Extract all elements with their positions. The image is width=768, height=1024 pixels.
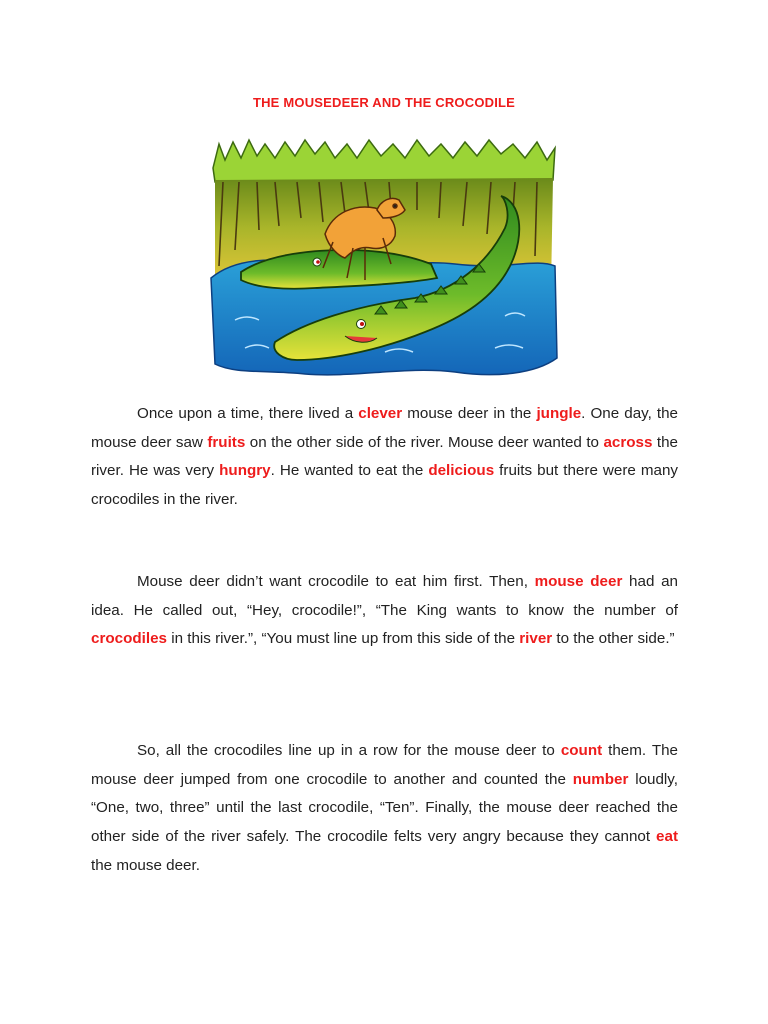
keyword: river bbox=[519, 630, 553, 648]
story-paragraph-2 bbox=[91, 568, 678, 654]
grass-top bbox=[213, 140, 555, 182]
story-text: mouse deer in the bbox=[402, 405, 537, 422]
mousedeer-crocodile-illustration bbox=[205, 138, 560, 378]
story-text: So, all the crocodiles line up in a row for the mouse deer to bbox=[137, 742, 561, 759]
story-text: loudly, “One, two, three” until the last crocodile, “Ten”. Finally, the mouse deer reached the other side of the river safely. The crocodile felts very angry because they cannot bbox=[91, 770, 678, 846]
story-paragraph-1 bbox=[91, 400, 678, 515]
story-text: Once upon a time, there lived a bbox=[137, 405, 359, 422]
story-text: . He wanted to eat the bbox=[270, 462, 429, 480]
story-text: to the other side.” bbox=[552, 630, 675, 648]
keyword: fruits bbox=[207, 433, 246, 451]
keyword: clever bbox=[358, 405, 403, 422]
story-text: Mouse deer didn’t want crocodile to eat him first. Then, bbox=[137, 573, 535, 590]
keyword: delicious bbox=[428, 462, 495, 480]
story-text: . One day, the mouse deer saw bbox=[91, 405, 679, 451]
story-text: the mouse deer. bbox=[91, 856, 200, 874]
story-text: had an idea. He called out, “Hey, crocodile!”, “The King wants to know the number of bbox=[91, 573, 678, 619]
story-text: fruits but there were many crocodiles in the river. bbox=[91, 462, 679, 509]
keyword: mouse deer bbox=[534, 573, 623, 590]
keyword: number bbox=[572, 770, 629, 788]
story-text: in this river.”, “You must line up from this side of the bbox=[166, 630, 520, 648]
keyword: eat bbox=[656, 828, 678, 846]
story-paragraph-3 bbox=[91, 737, 678, 881]
keyword: hungry bbox=[219, 462, 271, 480]
keyword: across bbox=[603, 433, 653, 451]
keyword: jungle bbox=[536, 405, 582, 422]
story-title: THE MOUSEDEER AND THE CROCODILE bbox=[252, 95, 516, 110]
keyword: count bbox=[560, 742, 603, 759]
story-text: the river. He was very bbox=[91, 433, 678, 480]
illustration-svg bbox=[205, 138, 560, 378]
story-text: on the other side of the river. Mouse deer wanted to bbox=[245, 433, 604, 451]
story-text: them. The mouse deer jumped from one crocodile to another and counted the bbox=[91, 742, 678, 788]
keyword: crocodiles bbox=[91, 630, 167, 648]
